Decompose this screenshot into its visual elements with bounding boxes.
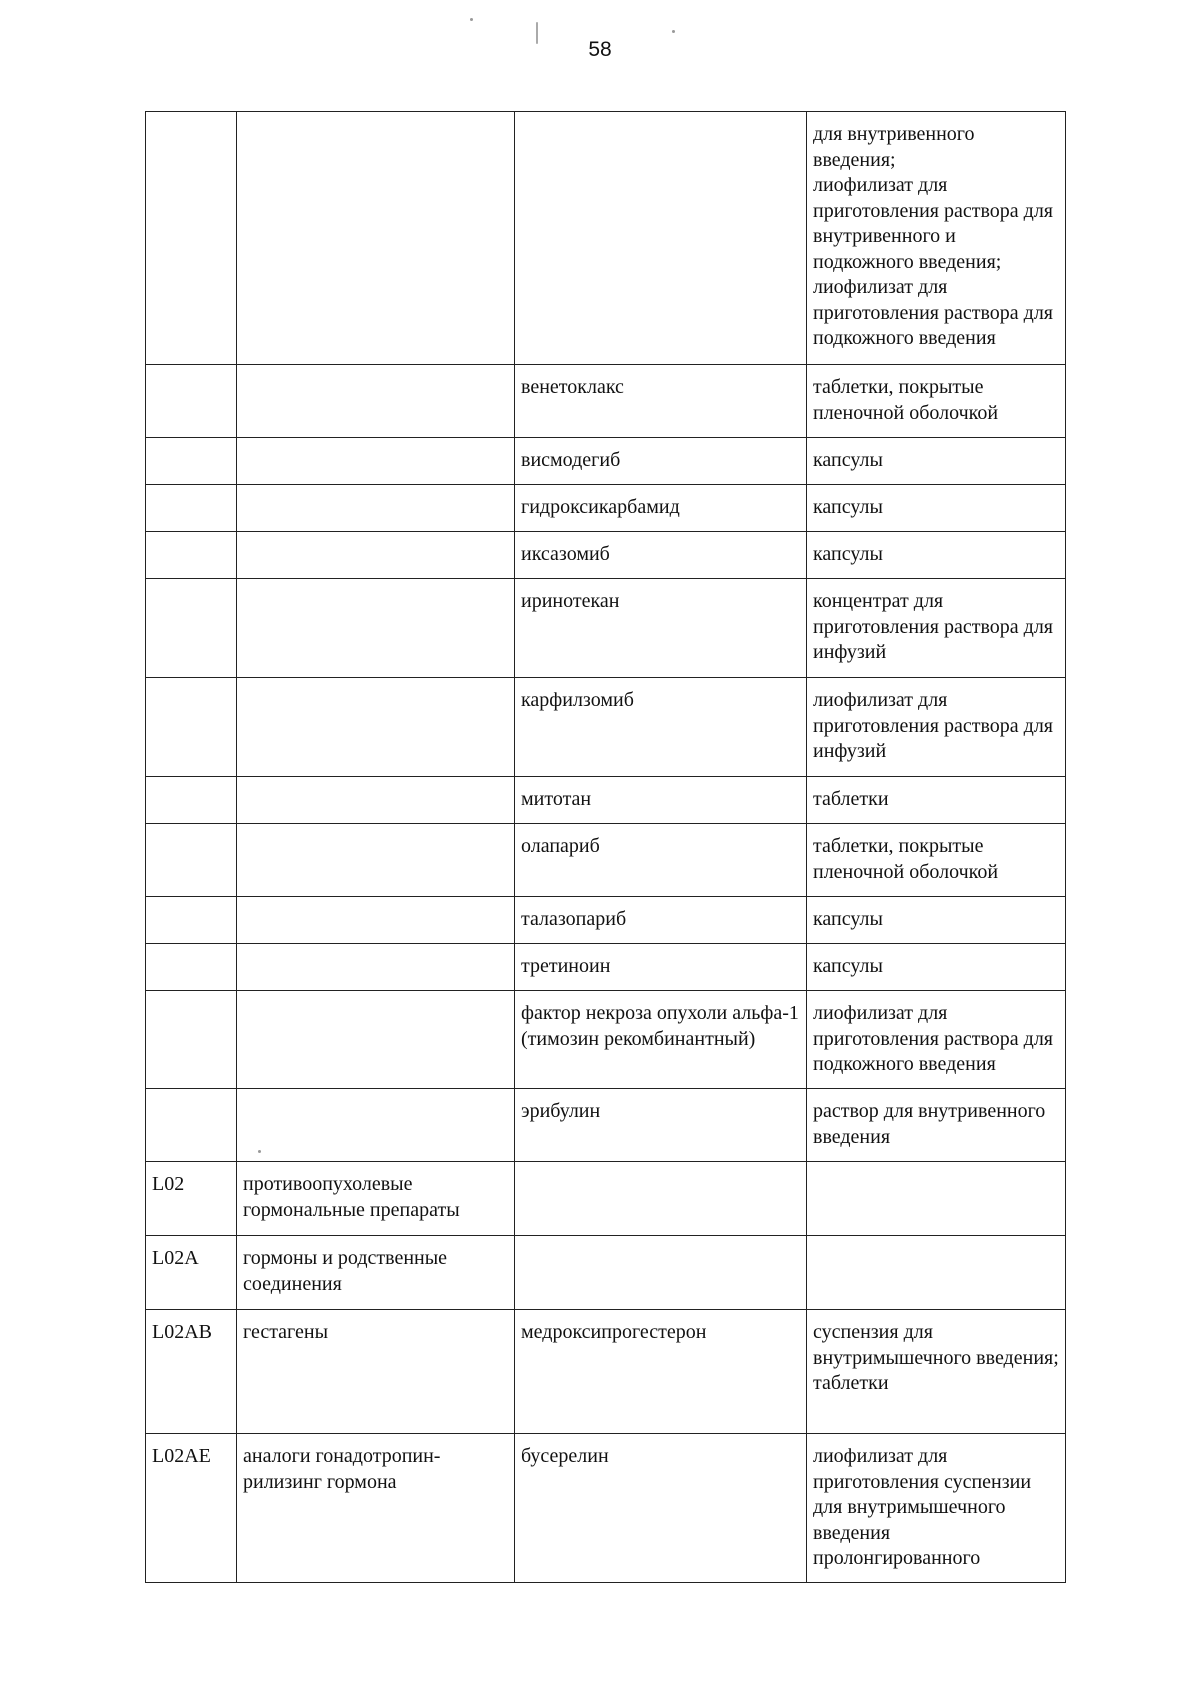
group-name-cell (237, 112, 515, 365)
group-name-cell (237, 824, 515, 897)
dosage-form-cell: капсулы (807, 944, 1066, 991)
table-body (146, 112, 1066, 1583)
dosage-form-cell: суспензия для внутримышечного введения; таблетки (807, 1310, 1066, 1434)
scan-speck (536, 22, 538, 44)
drug-name-cell: медроксипрогестерон (515, 1310, 807, 1434)
table-row (146, 365, 1066, 438)
atc-code-cell: L02AB (146, 1310, 237, 1434)
dosage-form-cell (807, 1162, 1066, 1236)
atc-code-cell (146, 777, 237, 824)
table-row (146, 438, 1066, 485)
table-row (146, 1089, 1066, 1162)
drug-list-table (145, 111, 1066, 1583)
table-row (146, 824, 1066, 897)
dosage-form-cell: лиофилизат для приготовления раствора для подкожного введения (807, 991, 1066, 1089)
group-name-cell: гестагены (237, 1310, 515, 1434)
dosage-form-cell: лиофилизат для приготовления суспензии для внутримышечного введения пролонгированного (807, 1434, 1066, 1583)
drug-name-cell: иринотекан (515, 579, 807, 678)
drug-name-cell: олапариб (515, 824, 807, 897)
drug-name-cell (515, 112, 807, 365)
drug-name-cell (515, 1162, 807, 1236)
group-name-cell: гормоны и родственные соединения (237, 1236, 515, 1310)
table-row (146, 532, 1066, 579)
atc-code-cell: L02 (146, 1162, 237, 1236)
atc-code-cell (146, 532, 237, 579)
atc-code-cell (146, 678, 237, 777)
group-name-cell (237, 991, 515, 1089)
group-name-cell (237, 485, 515, 532)
table-row (146, 1310, 1066, 1434)
table-row (146, 1162, 1066, 1236)
atc-code-cell (146, 944, 237, 991)
drug-name-cell: иксазомиб (515, 532, 807, 579)
dosage-form-cell: таблетки (807, 777, 1066, 824)
dosage-form-cell (807, 1236, 1066, 1310)
scan-speck (470, 18, 473, 21)
group-name-cell (237, 944, 515, 991)
group-name-cell (237, 777, 515, 824)
group-name-cell (237, 678, 515, 777)
group-name-cell: аналоги гонадотропин-рилизинг гормона (237, 1434, 515, 1583)
atc-code-cell (146, 824, 237, 897)
dosage-form-cell: таблетки, покрытые пленочной оболочкой (807, 824, 1066, 897)
scan-speck (672, 30, 675, 33)
atc-code-cell (146, 438, 237, 485)
atc-code-cell: L02AE (146, 1434, 237, 1583)
table-row (146, 678, 1066, 777)
scan-speck (258, 1150, 261, 1153)
drug-name-cell: бусерелин (515, 1434, 807, 1583)
dosage-form-cell: для внутривенного введения; лиофилизат для приготовления раствора для внутривенного и подкожного введения; лиофилизат для приготовления раствора для подкожного введения (807, 112, 1066, 365)
group-name-cell (237, 579, 515, 678)
dosage-form-cell: капсулы (807, 485, 1066, 532)
dosage-form-cell: капсулы (807, 438, 1066, 485)
table-row (146, 944, 1066, 991)
table-row (146, 991, 1066, 1089)
atc-code-cell (146, 485, 237, 532)
drug-name-cell (515, 1236, 807, 1310)
table-row (146, 777, 1066, 824)
dosage-form-cell: капсулы (807, 897, 1066, 944)
atc-code-cell (146, 365, 237, 438)
table-row (146, 897, 1066, 944)
group-name-cell (237, 438, 515, 485)
atc-code-cell (146, 1089, 237, 1162)
drug-name-cell: карфилзомиб (515, 678, 807, 777)
dosage-form-cell: капсулы (807, 532, 1066, 579)
drug-name-cell: третиноин (515, 944, 807, 991)
drug-name-cell: висмодегиб (515, 438, 807, 485)
dosage-form-cell: раствор для внутривенного введения (807, 1089, 1066, 1162)
drug-name-cell: талазопариб (515, 897, 807, 944)
drug-name-cell: эрибулин (515, 1089, 807, 1162)
atc-code-cell (146, 579, 237, 678)
drug-name-cell: гидроксикарбамид (515, 485, 807, 532)
group-name-cell (237, 532, 515, 579)
table-row (146, 485, 1066, 532)
dosage-form-cell: таблетки, покрытые пленочной оболочкой (807, 365, 1066, 438)
atc-code-cell (146, 112, 237, 365)
dosage-form-cell: лиофилизат для приготовления раствора для инфузий (807, 678, 1066, 777)
table-row (146, 1434, 1066, 1583)
group-name-cell (237, 365, 515, 438)
atc-code-cell (146, 991, 237, 1089)
atc-code-cell (146, 897, 237, 944)
group-name-cell: противоопухолевые гормональные препараты (237, 1162, 515, 1236)
group-name-cell (237, 1089, 515, 1162)
group-name-cell (237, 897, 515, 944)
table-row (146, 1236, 1066, 1310)
table-row (146, 112, 1066, 365)
drug-name-cell: митотан (515, 777, 807, 824)
page-number: 58 (588, 38, 612, 61)
drug-name-cell: фактор некроза опухоли альфа-1 (тимозин рекомбинантный) (515, 991, 807, 1089)
atc-code-cell: L02A (146, 1236, 237, 1310)
table-row (146, 579, 1066, 678)
drug-name-cell: венетоклакс (515, 365, 807, 438)
dosage-form-cell: концентрат для приготовления раствора для инфузий (807, 579, 1066, 678)
